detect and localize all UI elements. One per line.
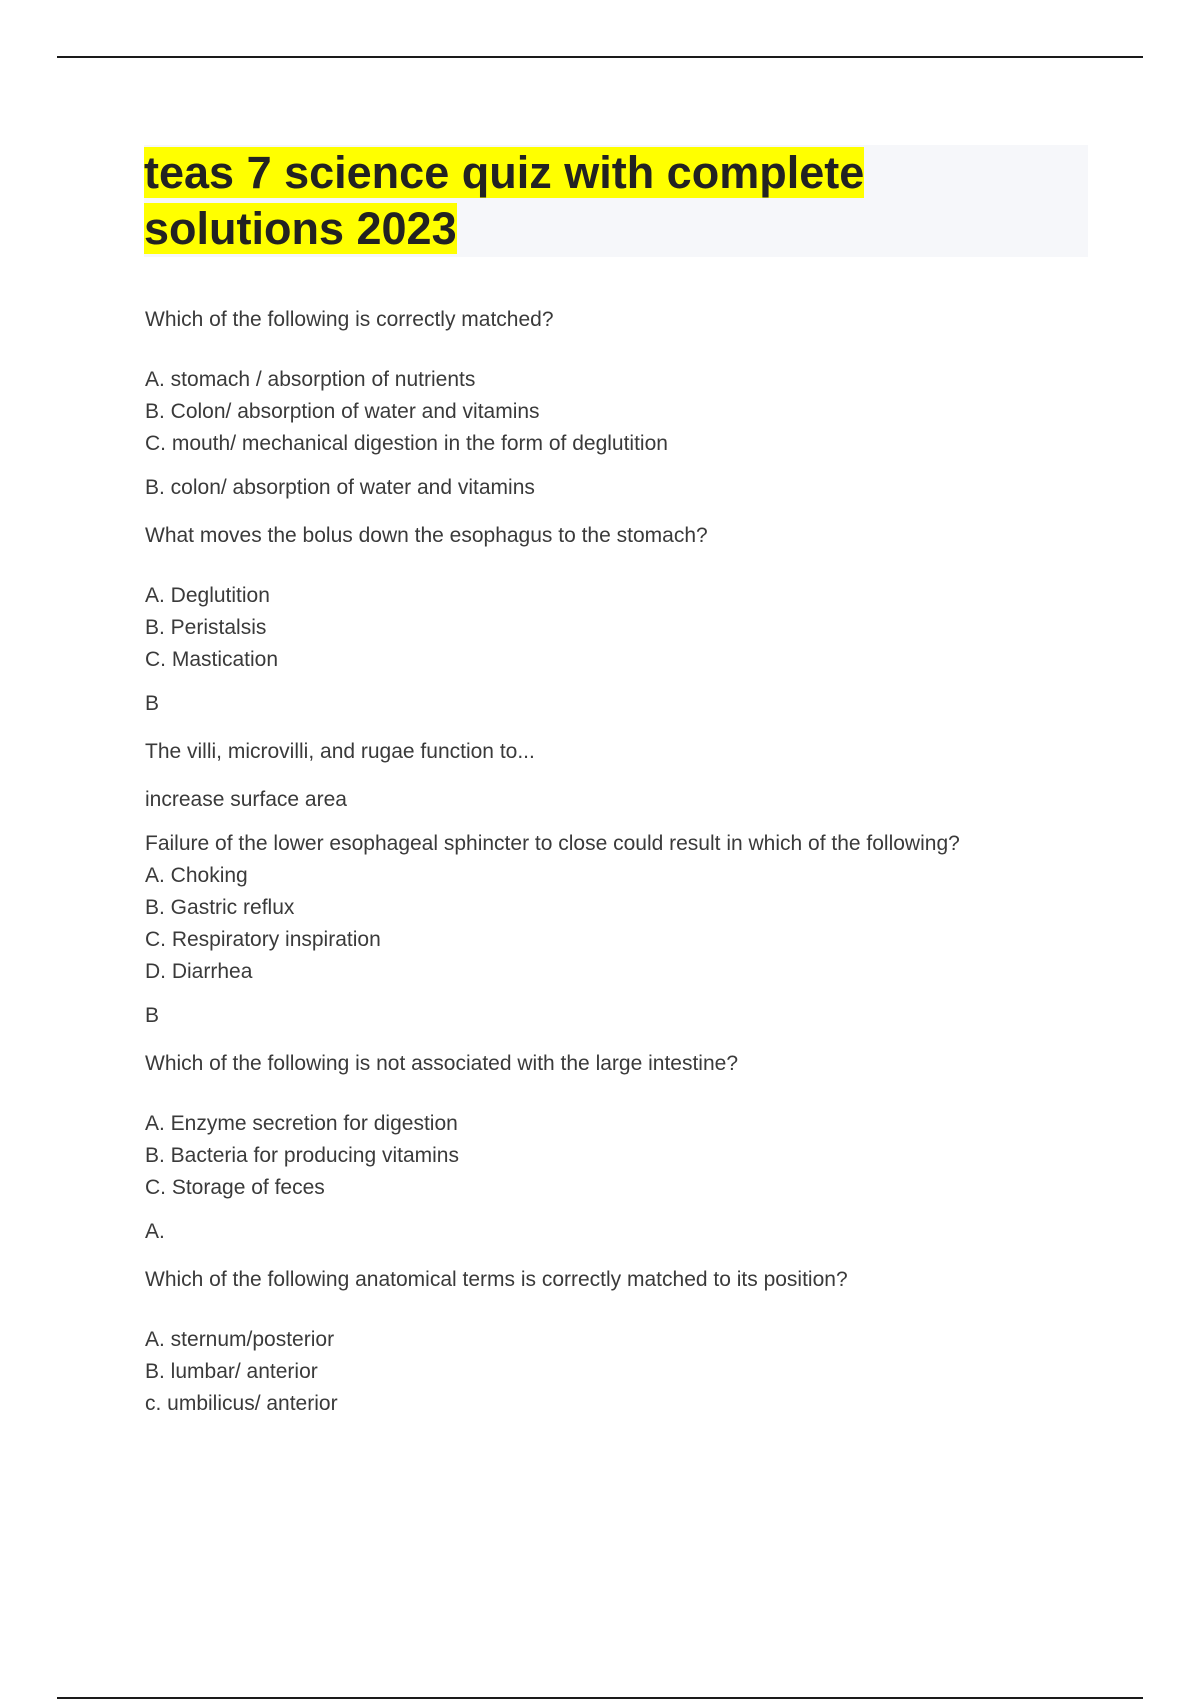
title-box xyxy=(144,145,1088,257)
options-list xyxy=(145,580,1065,676)
question-text: Which of the following is correctly matched? xyxy=(145,308,554,331)
question-text: Which of the following is not associated with the large intestine? xyxy=(145,1052,738,1075)
title-highlight: teas 7 science quiz with complete solutions 2023 xyxy=(144,147,865,254)
answer-text: B. colon/ absorption of water and vitamins xyxy=(145,476,535,499)
option-item: C. Mastication xyxy=(145,648,279,671)
footer-rule xyxy=(57,1697,1143,1699)
header-rule xyxy=(57,56,1143,58)
options-list xyxy=(145,1108,1065,1204)
quiz-item xyxy=(145,300,1065,508)
question-text: What moves the bolus down the esophagus to the stomach? xyxy=(145,524,708,547)
option-item: B. Bacteria for producing vitamins xyxy=(145,1144,459,1167)
option-item: A. Deglutition xyxy=(145,584,270,607)
option-item: c. umbilicus/ anterior xyxy=(145,1392,338,1415)
question-text: The villi, microvilli, and rugae function to... xyxy=(145,740,535,763)
option-item: A. sternum/posterior xyxy=(145,1328,335,1351)
quiz-item xyxy=(145,732,1065,820)
option-item: A. stomach / absorption of nutrients xyxy=(145,368,476,391)
option-item: A. Enzyme secretion for digestion xyxy=(145,1112,458,1135)
option-item: C. Respiratory inspiration xyxy=(145,928,381,951)
question-text: Failure of the lower esophageal sphincter to close could result in which of the following? xyxy=(145,832,960,855)
document-title xyxy=(144,145,944,257)
option-item: B. Gastric reflux xyxy=(145,896,295,919)
answer-text: increase surface area xyxy=(145,788,347,811)
quiz-content xyxy=(145,300,1065,1420)
option-item: D. Diarrhea xyxy=(145,960,253,983)
answer-text: A. xyxy=(145,1220,165,1243)
quiz-item xyxy=(145,1044,1065,1252)
quiz-item xyxy=(145,828,1065,1036)
option-item: B. Peristalsis xyxy=(145,616,267,639)
option-item: C. Storage of feces xyxy=(145,1176,325,1199)
option-item: C. mouth/ mechanical digestion in the form of deglutition xyxy=(145,432,668,455)
question-text: Which of the following anatomical terms is correctly matched to its position? xyxy=(145,1268,848,1291)
answer-text: B xyxy=(145,1004,160,1027)
quiz-item xyxy=(145,1260,1065,1420)
option-item: B. lumbar/ anterior xyxy=(145,1360,318,1383)
quiz-item xyxy=(145,516,1065,724)
options-list xyxy=(145,860,1065,988)
option-item: A. Choking xyxy=(145,864,248,887)
options-list xyxy=(145,1324,1065,1420)
option-item: B. Colon/ absorption of water and vitamins xyxy=(145,400,540,423)
answer-text: B xyxy=(145,692,160,715)
options-list xyxy=(145,364,1065,460)
